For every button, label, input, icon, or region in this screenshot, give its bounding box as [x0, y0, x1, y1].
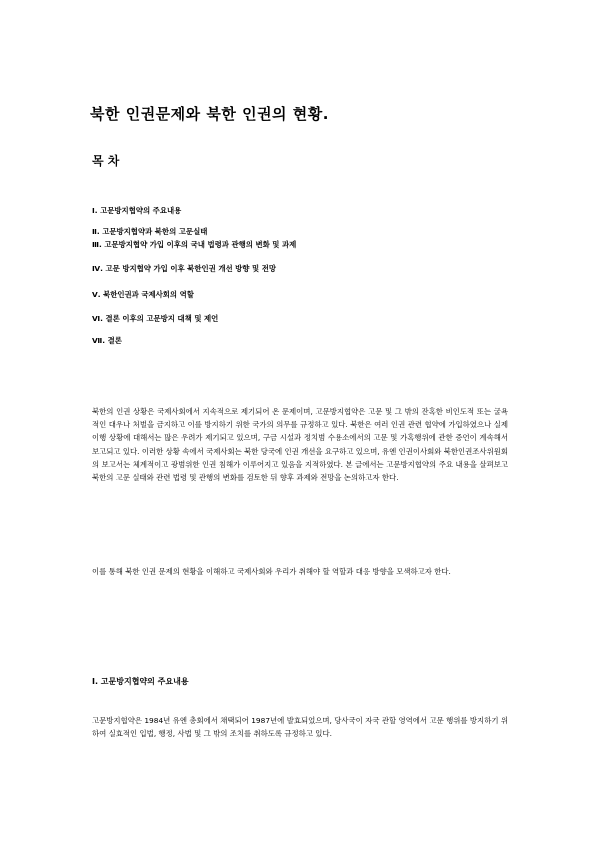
toc-item: Ⅵ. 결론 이후의 고문방지 대책 및 제언 — [92, 314, 219, 323]
section-heading: Ⅰ. 고문방지협약의 주요내용 — [92, 677, 189, 686]
toc-item: Ⅲ. 고문방지협약 가입 이후의 국내 법령과 관행의 변화 및 과제 — [92, 240, 297, 249]
intro-paragraph: 북한의 인권 상황은 국제사회에서 지속적으로 제기되어 온 문제이며, 고문방지협약은 고문 및 그 밖의 잔혹한 비인도적 또는 굴욕적인 대우나 처벌을 금지하고 이를 방지하기 위한 국가의 의무를 규정하고 있다. 북한은 여러 인권 관련 협약에 가입하였으나 실제 이행 상황에 대해서는 많은 우려가 제기되고 있으며, 구금 시설과 정치범 수용소에서의 고문 및 가혹행위에 관한 증언이 계속해서 보고되고 있다. 이러한 상황 속에서 국제사회는 북한 당국에 인권 개선을 요구하고 있으며, 유엔 인권이사회와 북한인권조사위원회의 보고서는 체계적이고 광범위한 인권 침해가 이루어지고 있음을 지적하였다. 본 글에서는 고문방지협약의 주요 내용을 살펴보고 북한의 고문 실태와 관련 법령 및 관행의 변화를 검토한 뒤 향후 과제와 전망을 논의하고자 한다. — [92, 407, 508, 483]
intro-paragraph-continued: 이를 통해 북한 인권 문제의 현황을 이해하고 국제사회와 우리가 취해야 할 역할과 대응 방향을 모색하고자 한다. — [92, 567, 451, 576]
section-paragraph: 고문방지협약은 1984년 유엔 총회에서 채택되어 1987년에 발효되었으며, 당사국이 자국 관할 영역에서 고문 행위를 방지하기 위하여 실효적인 입법, 행정, 사법 및 그 밖의 조치를 취하도록 규정하고 있다. — [92, 716, 508, 739]
document-title: 북한 인권문제와 북한 인권의 현황. — [90, 105, 329, 123]
toc-item: Ⅰ. 고문방지협약의 주요내용 — [92, 206, 182, 215]
toc-item: Ⅳ. 고문 방지협약 가입 이후 북한인권 개선 방향 및 전망 — [92, 264, 277, 273]
toc-heading: 목 차 — [92, 154, 120, 168]
toc-item: Ⅴ. 북한인권과 국제사회의 역할 — [92, 290, 194, 299]
toc-item: Ⅱ. 고문방지협약과 북한의 고문실태 — [92, 227, 208, 236]
toc-item: Ⅶ. 결론 — [92, 336, 122, 345]
